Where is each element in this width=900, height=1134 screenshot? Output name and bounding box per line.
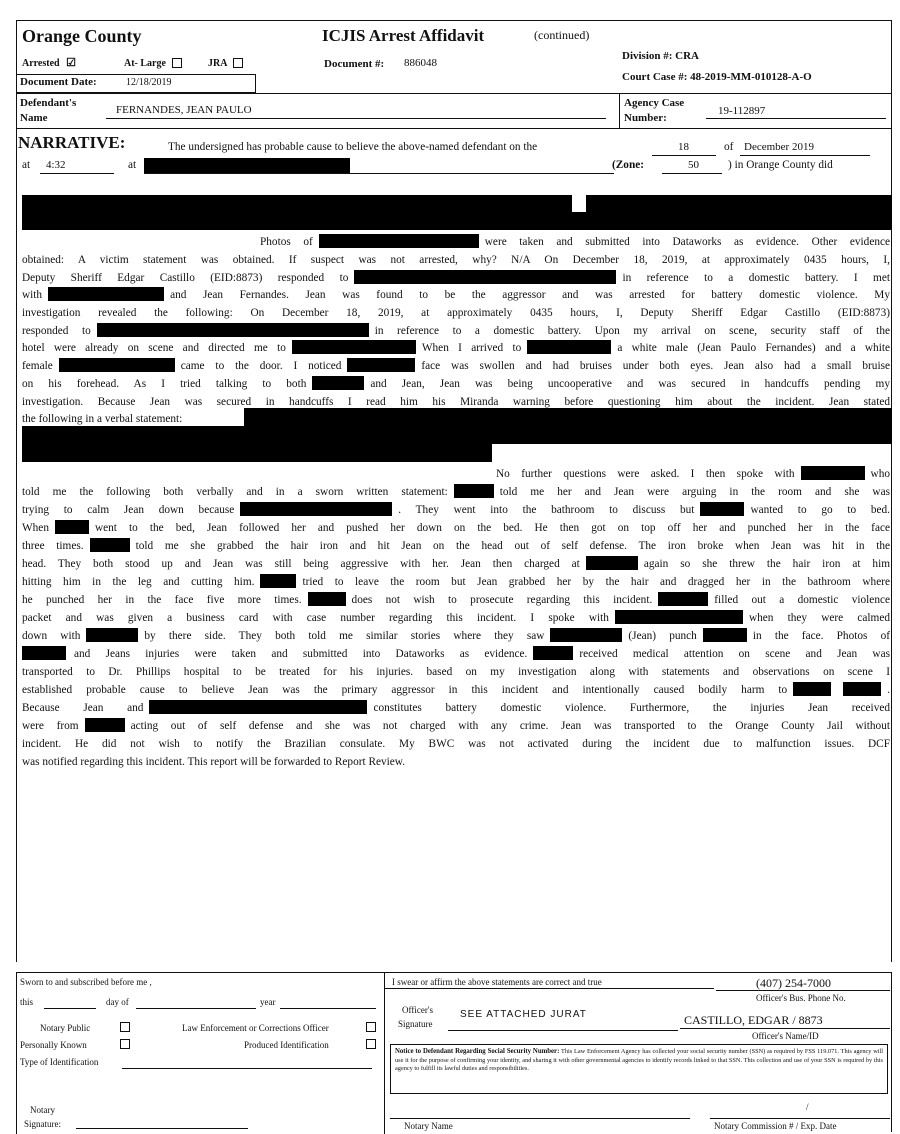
narrative-text: three times. — [22, 540, 84, 552]
narrative-text: and Jeans injuries were taken and submitted into Dataworks as evidence. — [74, 648, 528, 660]
narrative-text: investigation. Because Jean was secured in handcuffs I read him his Miranda warning before questioning him about the incident. Jean stated — [22, 396, 890, 408]
narrative-text: head. They both stood up and Jean was still being aggressive with her. Jean then charged at — [22, 558, 580, 570]
footer-mid-line — [384, 972, 385, 1134]
redacted-text — [260, 574, 296, 588]
this-label: this — [20, 997, 34, 1007]
jurat-text: SEE ATTACHED JURAT — [460, 1009, 587, 1020]
notary-signature-label-1: Notary — [30, 1105, 55, 1115]
redacted-location — [144, 158, 350, 174]
narrative-text: When — [22, 522, 49, 534]
narrative-line — [496, 465, 890, 483]
narrative-text: a white male (Jean Paulo Fernandes) and a white — [617, 342, 890, 354]
defendant-label-1: Defendant's — [20, 97, 77, 109]
narrative-text: hitting him in the leg and cutting him. — [22, 576, 255, 588]
narrative-line — [260, 233, 890, 251]
footer-top-line — [16, 972, 892, 973]
produced-id-checkbox[interactable] — [366, 1039, 376, 1049]
narrative-text: were from — [22, 720, 79, 732]
narrative-intro: The undersigned has probable cause to believe the above-named defendant on the — [168, 141, 538, 153]
narrative-text: female — [22, 360, 53, 372]
jra-checkbox[interactable] — [233, 58, 243, 68]
narrative-text: were taken and submitted into Dataworks as evidence. Other evidence — [484, 236, 890, 248]
at-large-checkbox[interactable] — [172, 58, 182, 68]
arrested-checkbox[interactable]: ☑ — [66, 56, 76, 69]
narrative-line — [22, 753, 890, 771]
officer-name-label: Officer's Name/ID — [752, 1031, 819, 1041]
narrative-text: came to the door. I noticed — [180, 360, 342, 372]
redacted-block-2c — [22, 444, 492, 462]
defendant-label-2: Name — [20, 112, 48, 124]
document-date-label: Document Date: — [20, 76, 97, 88]
arrested-label: Arrested — [22, 58, 60, 69]
narrative-text: and Jean, Jean was being uncooperative and was secured in handcuffs pending my — [370, 378, 890, 390]
narrative-text: received medical attention on scene and Jean was — [579, 648, 890, 660]
footer-right-line — [891, 972, 892, 1132]
narrative-text: transported to Dr. Phillips hospital to be treated for his injuries. based on my investigation along with statements and observations on scene I — [22, 666, 890, 678]
redacted-text — [90, 538, 130, 552]
header-divider — [16, 93, 892, 94]
redacted-text — [312, 376, 364, 390]
at-large-option — [124, 58, 182, 69]
notary-name-line[interactable] — [390, 1118, 690, 1119]
agency-case-label-1: Agency Case — [624, 97, 685, 109]
narrative-text: went to the bed, Jean followed her and pushed her down on the bed. He then got on top off her and punched her in the face — [94, 522, 890, 534]
zone-underline — [662, 173, 722, 174]
time-underline — [40, 173, 114, 174]
redacted-text — [615, 610, 743, 624]
narrative-text: told me she grabbed the hair iron and hit Jean on the head out of self defense. The iron broke when Jean was hit in the — [135, 540, 890, 552]
officer-phone-label: Officer's Bus. Phone No. — [756, 993, 846, 1003]
redacted-text — [308, 592, 346, 606]
month-underline — [740, 155, 870, 156]
narrative-line — [22, 537, 890, 555]
narrative-text: responded to — [22, 325, 91, 337]
narrative-line — [22, 519, 890, 537]
zone-number: 50 — [688, 159, 699, 171]
redacted-text — [22, 646, 66, 660]
phone-underline — [716, 990, 890, 991]
narrative-text: . They went into the bathroom to discuss but — [398, 504, 695, 516]
document-date: 12/18/2019 — [126, 77, 172, 88]
narrative-text: when they were calmed — [748, 612, 890, 624]
officer-signature-label-1: Officer's — [402, 1005, 433, 1015]
law-enforcement-label: Law Enforcement or Corrections Officer — [182, 1023, 329, 1033]
notary-public-label: Notary Public — [40, 1023, 91, 1033]
redacted-text — [55, 520, 89, 534]
redacted-text — [550, 628, 622, 642]
notary-signature-line[interactable] — [76, 1128, 248, 1129]
law-enforcement-checkbox[interactable] — [366, 1022, 376, 1032]
commission-label: Notary Commission # / Exp. Date — [714, 1121, 837, 1131]
redacted-text — [700, 502, 744, 516]
produced-id-label: Produced Identification — [244, 1040, 329, 1050]
redacted-text — [292, 340, 416, 354]
narrative-line — [22, 357, 890, 375]
this-line[interactable] — [44, 1008, 96, 1009]
agency-case-underline — [706, 118, 886, 119]
narrative-text: filled out a domestic violence — [714, 594, 890, 606]
narrative-line — [22, 699, 890, 717]
personally-known-checkbox[interactable] — [120, 1039, 130, 1049]
of-label: of — [724, 141, 734, 153]
affidavit-page — [16, 20, 892, 1134]
narrative-text: tried to leave the room but Jean grabbed her by the hair and dragged her in the bathroom where — [302, 576, 890, 588]
narrative-line — [22, 269, 890, 287]
officer-signature-label-2: Signature — [398, 1019, 433, 1029]
redacted-block-1a — [22, 195, 572, 213]
narrative-line — [22, 251, 890, 269]
officer-phone: (407) 254-7000 — [756, 976, 831, 990]
redacted-text — [319, 234, 479, 248]
narrative-text: was notified regarding this incident. This report will be forwarded to Report Review. — [22, 756, 406, 768]
narrative-text: packet and was given a business card with case number regarding this incident. I spoke with — [22, 612, 609, 624]
narrative-text: on his forehead. As I tried talking to both — [22, 378, 307, 390]
narrative-time: 4:32 — [46, 159, 66, 171]
redacted-text — [354, 270, 616, 284]
narrative-line — [22, 609, 890, 627]
narrative-line — [22, 573, 890, 591]
redacted-text — [703, 628, 747, 642]
officer-name-underline — [680, 1028, 890, 1029]
narrative-line — [22, 286, 890, 304]
narrative-line — [22, 501, 890, 519]
narrative-text: established probable cause to believe Jean was the primary aggressor in this incident and intentionally caused bodily harm to — [22, 684, 788, 696]
redacted-text — [86, 628, 138, 642]
redacted-text — [527, 340, 611, 354]
narrative-text: he punched her in the face five more times. — [22, 594, 302, 606]
at-large-label: At- Large — [124, 58, 166, 69]
narrative-line — [22, 339, 890, 357]
day-of-line[interactable] — [136, 1008, 256, 1009]
narrative-text: who — [870, 468, 890, 480]
narrative-text: with — [22, 289, 43, 301]
at-label: at — [22, 159, 31, 171]
narrative-line — [22, 555, 890, 573]
narrative-text: in the face. Photos of — [752, 630, 890, 642]
redacted-text — [793, 682, 831, 696]
narrative-text: investigation revealed the following: On December 18, 2019, at approximately 0435 hours, I, Deputy Sheriff Edgar Castillo (EID:8873) — [22, 307, 890, 319]
redacted-text — [59, 358, 175, 372]
narrative-text: face was swollen and had bruises under both eyes. Jean also had a small bruise — [421, 360, 890, 372]
redacted-text — [658, 592, 708, 606]
narrative-line — [22, 375, 890, 393]
narrative-text: the following in a verbal statement: — [22, 413, 183, 425]
narrative-text: No further questions were asked. I then spoke with — [496, 468, 795, 480]
narrative-line — [22, 304, 890, 322]
county-did: ) in Orange County did — [728, 159, 833, 171]
ssn-notice-box — [390, 1044, 888, 1094]
narrative-text: told me her and Jean were arguing in the room and she was — [499, 486, 890, 498]
frame-right — [891, 20, 892, 962]
narrative-line — [22, 645, 890, 663]
narrative-text: Photos of — [260, 236, 313, 248]
narrative-line — [22, 735, 890, 753]
commission-slash: / — [806, 1102, 809, 1112]
swear-line — [384, 988, 714, 989]
type-of-id-line[interactable] — [122, 1068, 372, 1069]
agency-divider — [619, 93, 620, 129]
narrative-text: in reference to a domestic battery. Upon my arrival on scene, security staff of the — [374, 325, 890, 337]
narrative-text: obtained: A victim statement was obtained. If suspect was not arrested, why? N/A On December 18, 2019, at approximately 0435 hours, I, — [22, 254, 890, 266]
officer-name: CASTILLO, EDGAR / 8873 — [684, 1013, 823, 1027]
notary-signature-label-2: Signature: — [24, 1119, 61, 1129]
redacted-text — [48, 287, 164, 301]
agency-case-label-2: Number: — [624, 112, 667, 124]
redacted-text — [347, 358, 415, 372]
ssn-notice-text: This Law Enforcement Agency has collected your social security number (SSN) as required by FSS 119.071. This agency will use it for the purpose of confirming your identity, and sharing it with other governmental agencies to identify records linked to that SSN. This collection and use of your SSN is required by this agency to fulfill its lawful duties and responsibilities. — [395, 1048, 883, 1072]
agency-case-number: 19-112897 — [718, 105, 766, 117]
day-underline — [652, 155, 716, 156]
narrative-text: does not wish to prosecute regarding this incident. — [351, 594, 653, 606]
commission-line[interactable] — [710, 1118, 890, 1119]
swear-text: I swear or affirm the above statements are correct and true — [392, 977, 602, 987]
redacted-text — [586, 556, 638, 570]
redacted-text — [149, 700, 367, 714]
ssn-notice-title: Notice to Defendant Regarding Social Security Number: — [395, 1048, 560, 1055]
officer-signature-line[interactable] — [448, 1030, 678, 1031]
narrative-text: again so she threw the hair iron at him — [643, 558, 890, 570]
redacted-text — [843, 682, 881, 696]
document-number-label: Document #: — [324, 58, 385, 70]
narrative-text: acting out of self defense and she was not charged with any crime. Jean was transported to the Orange County Jail without — [130, 720, 890, 732]
division-number: Division #: CRA — [622, 50, 700, 62]
redacted-text — [454, 484, 494, 498]
narrative-text: constitutes battery domestic violence. Furthermore, the injuries Jean received — [373, 702, 890, 714]
narrative-day: 18 — [678, 141, 689, 153]
narrative-text: Deputy Sheriff Edgar Castillo (EID:8873) responded to — [22, 272, 349, 284]
redacted-text — [97, 323, 369, 337]
narrative-line — [22, 681, 890, 699]
jra-label: JRA — [208, 58, 227, 69]
notary-public-checkbox[interactable] — [120, 1022, 130, 1032]
redacted-block-2a — [244, 408, 892, 426]
narrative-line — [22, 663, 890, 681]
document-number: 886048 — [404, 57, 437, 69]
defendant-underline — [106, 118, 606, 119]
frame-top — [16, 20, 892, 21]
frame-left — [16, 20, 17, 962]
narrative-label: NARRATIVE: — [18, 133, 126, 152]
narrative-text: Because Jean and — [22, 702, 144, 714]
narrative-text: incident. He did not wish to notify the Brazilian consulate. My BWC was not activated during the incident due to malfunction issues. DCF — [22, 738, 890, 750]
defendant-name: FERNANDES, JEAN PAULO — [116, 104, 252, 116]
narrative-text: in reference to a domestic battery. I met — [622, 272, 890, 284]
redacted-text — [533, 646, 573, 660]
jra-option — [208, 58, 243, 69]
narrative-text: wanted to go to bed. — [750, 504, 890, 516]
narrative-text: told me the following both verbally and in a sworn written statement: — [22, 486, 448, 498]
arrested-option — [22, 58, 74, 69]
narrative-text: When I arrived to — [421, 342, 522, 354]
narrative-text: hotel were already on scene and directed me to — [22, 342, 286, 354]
location-underline — [144, 173, 614, 174]
redacted-block-2b — [22, 426, 892, 444]
zone-label: (Zone: — [612, 159, 645, 171]
day-of-label: day of — [106, 997, 129, 1007]
court-case-number: Court Case #: 48-2019-MM-010128-A-O — [622, 71, 812, 83]
personally-known-label: Personally Known — [20, 1040, 87, 1050]
narrative-line — [22, 591, 890, 609]
notary-name-label: Notary Name — [404, 1121, 453, 1131]
type-of-id-label: Type of Identification — [20, 1057, 99, 1067]
narrative-text: . — [887, 684, 890, 696]
narrative-text: by there side. They both told me similar stories where they saw — [144, 630, 545, 642]
narrative-text: and Jean Fernandes. Jean was found to be the aggressor and was arrested for battery domestic violence. My — [170, 289, 890, 301]
narrative-line — [22, 627, 890, 645]
narrative-line — [22, 717, 890, 735]
county-name: Orange County — [22, 26, 142, 46]
redacted-block-1c — [22, 212, 892, 230]
form-title: ICJIS Arrest Affidavit — [322, 26, 485, 45]
narrative-line — [22, 483, 890, 501]
redacted-text — [240, 502, 392, 516]
narrative-text: (Jean) punch — [628, 630, 697, 642]
year-line[interactable] — [280, 1008, 376, 1009]
narrative-month-year: December 2019 — [744, 141, 814, 153]
narrative-text: trying to calm Jean down because — [22, 504, 235, 516]
at-label-2: at — [128, 159, 137, 171]
sworn-text: Sworn to and subscribed before me , — [20, 977, 152, 987]
redacted-block-1b — [586, 195, 892, 213]
year-label: year — [260, 997, 276, 1007]
redacted-text — [85, 718, 125, 732]
narrative-text: down with — [22, 630, 81, 642]
redacted-text — [801, 466, 865, 480]
defendant-divider — [16, 128, 892, 129]
narrative-line — [22, 322, 890, 340]
continued-label: (continued) — [534, 28, 590, 42]
footer-left-line — [16, 972, 17, 1134]
